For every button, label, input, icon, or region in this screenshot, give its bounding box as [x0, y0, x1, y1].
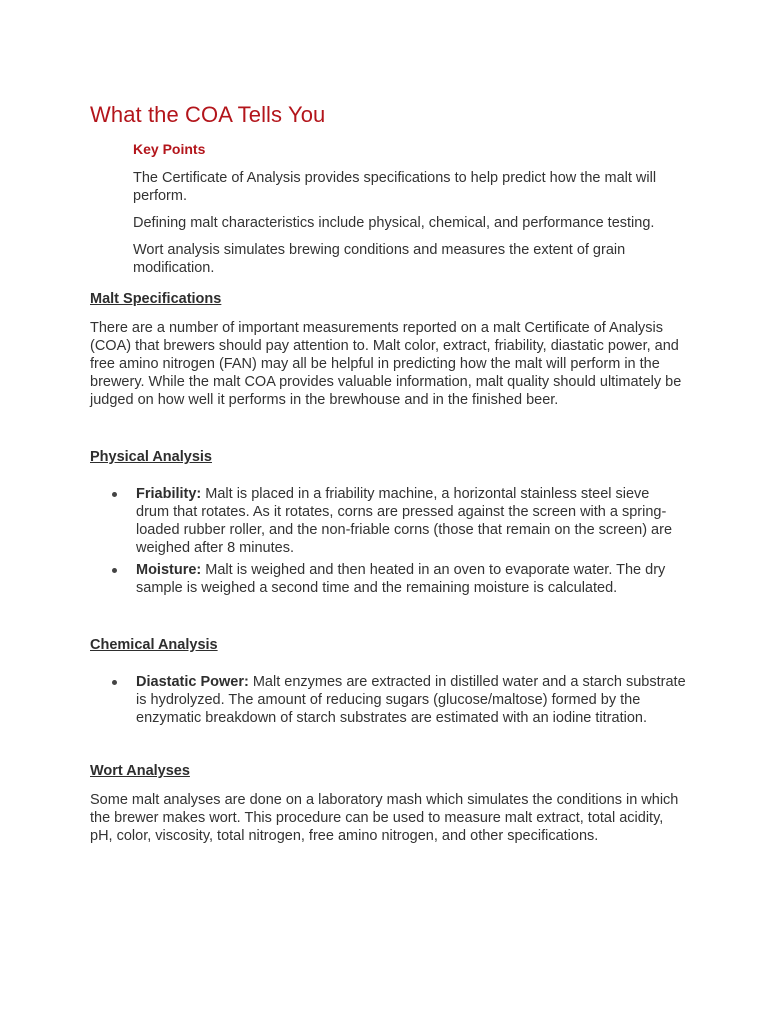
key-points-section [133, 141, 690, 277]
key-point: The Certificate of Analysis provides specifications to help predict how the malt will perform. [133, 170, 657, 204]
physical-analysis-section [90, 449, 690, 597]
document-page [90, 102, 690, 845]
malt-specifications-section [90, 291, 690, 409]
key-point: Defining malt characteristics include physical, chemical, and performance testing. [133, 215, 655, 231]
wort-analyses-heading: Wort Analyses [90, 763, 190, 779]
wort-analyses-section [90, 763, 690, 845]
wort-analyses-paragraph: Some malt analyses are done on a laboratory mash which simulates the conditions in which the brewer makes wort. This procedure can be used to measure malt extract, total acidity, pH, color, viscosity, total nitrogen, free amino nitrogen, and other specifications. [90, 792, 679, 844]
physical-analysis-heading: Physical Analysis [90, 449, 212, 465]
list-item [90, 673, 686, 727]
bullet-term: Diastatic Power: [136, 674, 249, 690]
chemical-analysis-heading: Chemical Analysis [90, 637, 218, 653]
chemical-analysis-list [90, 673, 690, 727]
list-item [90, 561, 686, 597]
bullet-icon [112, 680, 117, 685]
bullet-text: Malt enzymes are extracted in distilled water and a starch substrate is hydrolyzed. The amount of reducing sugars (glucose/maltose) formed by the enzymatic breakdown of starch substrates are estimated with an iodine titration. [136, 674, 686, 726]
chemical-analysis-section [90, 637, 690, 727]
malt-specifications-paragraph: There are a number of important measurements reported on a malt Certificate of Analysis (COA) that brewers should pay attention to. Malt color, extract, friability, diastatic power, and free amino nitrogen (FAN) may all be helpful in predicting how the malt will perform in the brewery. While the malt COA provides valuable information, malt quality should ultimately be judged on how well it performs in the brewhouse and in the finished beer. [90, 320, 682, 408]
physical-analysis-list [90, 485, 690, 597]
bullet-icon [112, 492, 117, 497]
key-point: Wort analysis simulates brewing conditions and measures the extent of grain modification. [133, 242, 626, 276]
page-title: What the COA Tells You [90, 102, 326, 127]
bullet-icon [112, 568, 117, 573]
malt-specifications-heading: Malt Specifications [90, 291, 222, 307]
bullet-term: Moisture: [136, 562, 202, 578]
bullet-term: Friability: [136, 486, 202, 502]
bullet-text: Malt is placed in a friability machine, a horizontal stainless steel sieve drum that rotates. As it rotates, corns are pressed against the screen with a spring-loaded rubber roller, and the non-friable corns (those that remain on the screen) are weighed after 8 minutes. [136, 486, 673, 556]
key-points-heading: Key Points [133, 141, 206, 157]
bullet-text: Malt is weighed and then heated in an oven to evaporate water. The dry sample is weighed a second time and the remaining moisture is calculated. [136, 562, 666, 596]
list-item [90, 485, 686, 557]
